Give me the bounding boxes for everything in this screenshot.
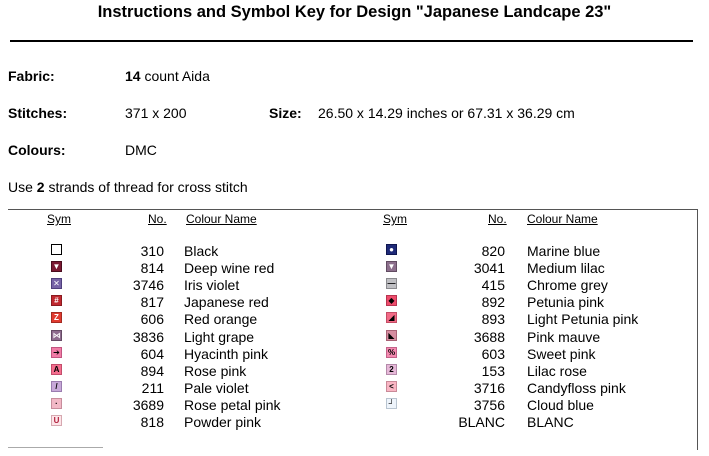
header-name-right: Colour Name <box>527 212 598 226</box>
stitch-symbol-icon <box>386 330 397 341</box>
stitch-symbol-glyph: < <box>389 381 394 391</box>
stitches-label: Stitches: <box>8 105 68 121</box>
stitch-symbol-glyph: Z <box>54 312 59 322</box>
stitch-symbol-glyph: ✕ <box>53 278 60 288</box>
stitch-symbol-icon <box>386 278 397 289</box>
header-sym-left: Sym <box>47 212 71 226</box>
stitch-symbol-icon <box>386 295 397 306</box>
dmc-number: 3688 <box>473 329 505 345</box>
colour-name: BLANC <box>527 414 574 430</box>
size-label: Size: <box>269 105 302 121</box>
stitch-symbol-icon <box>386 261 397 272</box>
colour-name: Cloud blue <box>527 397 594 413</box>
dmc-number: 415 <box>481 277 505 293</box>
colour-name: Japanese red <box>184 294 269 310</box>
dmc-number: 817 <box>140 294 164 310</box>
colour-name: Sweet pink <box>527 346 596 362</box>
colour-name: Pink mauve <box>527 329 601 345</box>
dmc-number: 606 <box>140 311 164 327</box>
dmc-number: 3716 <box>473 380 505 396</box>
dmc-number: 820 <box>481 243 505 259</box>
stitch-symbol-glyph: # <box>54 295 59 305</box>
colour-name: Black <box>184 243 219 259</box>
stitch-symbol-glyph: ● <box>389 244 394 254</box>
stitch-symbol-glyph: — <box>387 278 396 288</box>
stitch-symbol-icon <box>386 381 397 392</box>
instruction-post: strands of thread for cross stitch <box>48 179 248 195</box>
stitch-symbol-icon <box>386 398 397 409</box>
stitch-symbol-glyph: ◢ <box>388 312 395 322</box>
dmc-number: 814 <box>140 260 164 276</box>
colour-name: Deep wine red <box>184 260 275 276</box>
header-no-right: No. <box>488 212 507 226</box>
stitch-symbol-icon <box>386 415 397 426</box>
stitch-symbol-glyph: ◆ <box>388 295 395 305</box>
stitch-symbol-glyph: · <box>55 398 58 408</box>
table-row <box>0 243 709 260</box>
dmc-number: 892 <box>481 294 505 310</box>
stitch-symbol-glyph: 2 <box>389 364 394 374</box>
header-name-left: Colour Name <box>186 212 257 226</box>
colour-name: Rose petal pink <box>184 397 281 413</box>
colour-name: Light Petunia pink <box>527 311 639 327</box>
table-row <box>0 397 709 414</box>
colour-name: Lilac rose <box>527 363 587 379</box>
table-row <box>0 380 709 397</box>
fabric-count: 14 <box>125 68 141 84</box>
header-sym-right: Sym <box>383 212 407 226</box>
document-title: Instructions and Symbol Key for Design "Japanese Landcape 23" <box>97 3 612 21</box>
stitches-value: 371 x 200 <box>125 105 187 121</box>
dmc-number: 894 <box>140 363 164 379</box>
stitch-symbol-glyph: ▼ <box>52 261 61 271</box>
colours-value: DMC <box>125 142 157 158</box>
colour-name: Hyacinth pink <box>184 346 269 362</box>
dmc-number: 3746 <box>132 277 164 293</box>
colour-name: Iris violet <box>184 277 240 293</box>
dmc-number: BLANC <box>458 414 505 430</box>
colour-name: Marine blue <box>527 243 601 259</box>
table-row <box>0 363 709 380</box>
stitch-symbol-glyph: % <box>387 347 396 357</box>
colour-name: Chrome grey <box>527 277 608 293</box>
colour-name: Medium lilac <box>527 260 605 276</box>
stitch-symbol-glyph: A <box>53 364 60 374</box>
colour-name: Candyfloss pink <box>527 380 626 396</box>
dmc-number: 604 <box>140 346 164 362</box>
dmc-number: 3689 <box>132 397 164 413</box>
title-divider <box>10 40 693 42</box>
dmc-number: 3836 <box>132 329 164 345</box>
stitch-symbol-icon <box>386 364 397 375</box>
table-row <box>0 294 709 311</box>
dmc-number: 818 <box>140 414 164 430</box>
table-row <box>0 414 709 431</box>
strand-count: 2 <box>36 179 45 195</box>
colours-label: Colours: <box>8 142 66 158</box>
table-row <box>0 346 709 363</box>
table-row <box>0 311 709 328</box>
dmc-number: 3041 <box>473 260 505 276</box>
table-bottom-rule <box>8 447 103 448</box>
instruction-pre: Use <box>8 179 33 195</box>
stitch-symbol-icon <box>386 244 397 255</box>
colour-name: Red orange <box>184 311 258 327</box>
stitch-symbol-icon <box>386 347 397 358</box>
stitch-symbol-icon <box>386 312 397 323</box>
stitch-symbol-glyph: ➔ <box>53 347 60 357</box>
table-row <box>0 277 709 294</box>
header-no-left: No. <box>148 212 167 226</box>
dmc-number: 893 <box>481 311 505 327</box>
size-value: 26.50 x 14.29 inches or 67.31 x 36.29 cm <box>318 105 575 121</box>
colour-name: Light grape <box>184 329 255 345</box>
colour-name: Petunia pink <box>527 294 605 310</box>
dmc-number: 153 <box>481 363 505 379</box>
stitch-symbol-glyph: ◣ <box>388 330 395 340</box>
fabric-value <box>125 68 210 84</box>
stitch-symbol-glyph: ▼ <box>387 261 396 271</box>
colour-name: Pale violet <box>184 380 249 396</box>
colour-name: Powder pink <box>184 414 262 430</box>
dmc-number: 310 <box>140 243 164 259</box>
dmc-number: 603 <box>481 346 505 362</box>
stitch-symbol-glyph: / <box>55 381 58 391</box>
stitch-symbol-glyph: ┘ <box>388 398 395 408</box>
colour-name: Rose pink <box>184 363 247 379</box>
dmc-number: 211 <box>141 380 164 396</box>
stitch-symbol-glyph: ⋈ <box>52 330 61 340</box>
fabric-label: Fabric: <box>8 68 55 84</box>
table-row <box>0 329 709 346</box>
fabric-text: count Aida <box>144 68 210 84</box>
thread-instruction <box>8 179 248 195</box>
stitch-symbol-glyph: U <box>53 415 60 425</box>
table-row <box>0 260 709 277</box>
dmc-number: 3756 <box>473 397 505 413</box>
